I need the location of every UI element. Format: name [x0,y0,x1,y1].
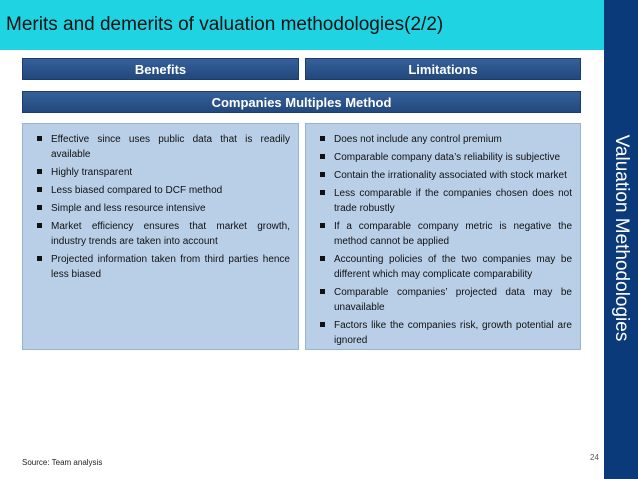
limitation-item: Factors like the companies risk, growth potential are ignored [318,318,572,348]
slide-title: Merits and demerits of valuation methodologies(2/2) [6,14,444,35]
benefit-item: Highly transparent [35,165,290,180]
benefit-item: Less biased compared to DCF method [35,183,290,198]
benefits-list [35,132,290,282]
limitations-header-label: Limitations [408,61,478,77]
limitation-item: If a comparable company metric is negative the method cannot be applied [318,219,572,249]
benefits-header-label: Benefits [134,61,187,77]
limitation-item: Comparable companies’ projected data may be unavailable [318,285,572,315]
title-bar [0,0,604,50]
page-number: 24 [590,453,599,462]
limitations-list [318,132,572,348]
benefit-item: Projected information taken from third parties hence less biased [35,252,290,282]
limitation-item: Comparable company data’s reliability is subjective [318,150,572,165]
method-header [22,91,581,113]
limitation-item: Less comparable if the companies chosen does not trade robustly [318,186,572,216]
limitation-item: Accounting policies of the two companies may be different which may complicate comparability [318,252,572,282]
benefit-item: Simple and less resource intensive [35,201,290,216]
benefits-header [22,58,299,80]
method-header-label: Companies Multiples Method [211,94,392,110]
limitation-item: Does not include any control premium [318,132,572,147]
limitations-panel [305,123,581,350]
side-label: Valuation Methodologies [611,134,632,342]
benefits-panel [22,123,299,350]
benefit-item: Effective since uses public data that is readily available [35,132,290,162]
benefit-item: Market efficiency ensures that market growth, industry trends are taken into account [35,219,290,249]
limitations-header [305,58,581,80]
source-note: Source: Team analysis [22,458,103,467]
limitation-item: Contain the irrationality associated with stock market [318,168,572,183]
